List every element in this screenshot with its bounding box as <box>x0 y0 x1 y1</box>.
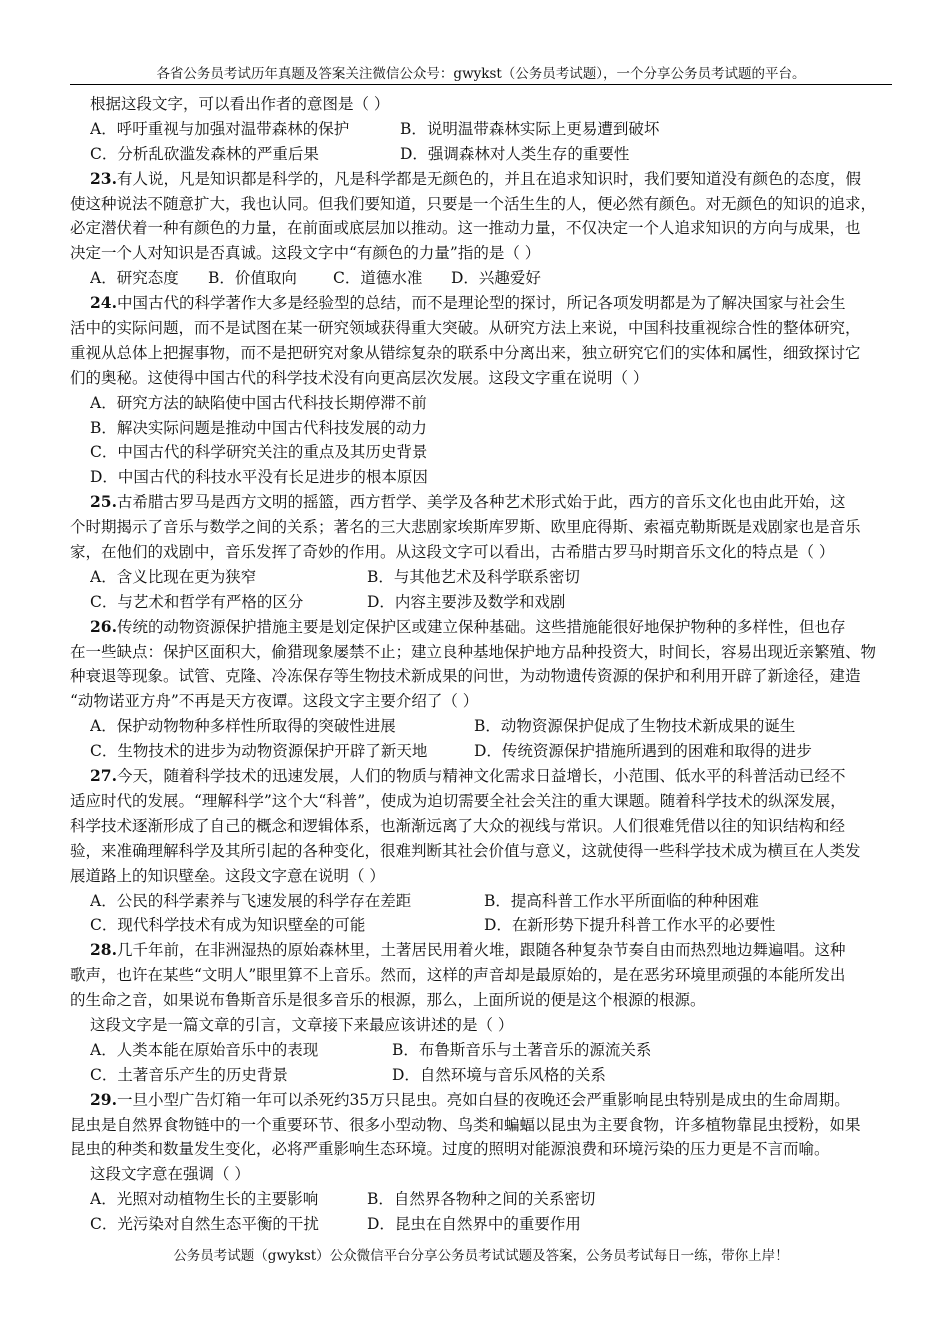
question-text-line: 昆虫是自然界食物链中的一个重要环节、很多小型动物、鸟类和蝙蝠以昆虫为主要食物，许多植物靠昆虫授粉，如果 <box>70 1115 861 1134</box>
option-c: C．分析乱砍滥发森林的严重后果 <box>90 144 319 163</box>
question-number: 26. <box>90 616 117 636</box>
question-29-options-row-1 <box>90 1187 910 1212</box>
question-number: 25. <box>90 492 117 512</box>
option-d: D．传统资源保护措施所遇到的困难和取得的进步 <box>474 742 812 761</box>
question-text-line: 科学技术逐渐形成了自己的概念和逻辑体系，也渐渐远离了大众的视线与常识。人们很难凭借以往的知识结构和经 <box>70 816 846 835</box>
question-text-line: 古希腊古罗马是西方文明的摇篮，西方哲学、美学及各种艺术形式始于此，西方的音乐文化也由此开始，这 <box>116 493 846 512</box>
option-a: A．含义比现在更为狭窄 <box>90 567 257 586</box>
header-rule <box>70 84 892 85</box>
option-b: B．价值取向 <box>208 269 297 288</box>
question-prompt: 这段文字意在强调（ ） <box>90 1165 250 1184</box>
option-d: D．中国古代的科技水平没有长足进步的根本原因 <box>90 468 428 487</box>
option-d: D．兴趣爱好 <box>451 269 541 288</box>
option-c: C．土著音乐产生的历史背景 <box>90 1065 288 1084</box>
option-a: A．光照对动植物生长的主要影响 <box>90 1190 319 1209</box>
question-25 <box>70 490 910 614</box>
question-text-line: 的生命之音，如果说布鲁斯音乐是很多音乐的根源，那么，上面所说的便是这个根源的根源。 <box>70 991 706 1010</box>
option-c: C．现代科学技术有成为知识壁垒的可能 <box>90 916 366 935</box>
question-23-options <box>90 266 910 291</box>
question-text-line: 今天，随着科学技术的迅速发展，人们的物质与精神文化需求日益增长，小范围、低水平的科普活动已经不 <box>116 767 846 786</box>
question-text-line: 决定一个人对知识是否真诚。这段文字中“有颜色的力量”指的是（ ） <box>70 244 541 263</box>
question-29-options-row-2 <box>90 1212 910 1237</box>
question-22 <box>90 92 910 167</box>
option-d: D．强调森林对人类生存的重要性 <box>400 144 630 163</box>
option-d: D．昆虫在自然界中的重要作用 <box>367 1215 581 1234</box>
option-b: B．动物资源保护促成了生物技术新成果的诞生 <box>474 717 796 736</box>
question-text-line: 使这种说法不随意扩大，我也认同。但我们要知道，只要是一个活生生的人，便必然有颜色。对无颜色的知识的追求， <box>70 194 877 213</box>
option-b: B．说明温带森林实际上更易遭到破坏 <box>400 119 660 138</box>
option-d: D．自然环境与音乐风格的关系 <box>392 1065 606 1084</box>
option-a: A．公民的科学素养与飞速发展的科学存在差距 <box>90 891 412 910</box>
question-text-line: “动物诺亚方舟”不再是天方夜谭。这段文字主要介绍了（ ） <box>70 692 479 711</box>
option-b: B．与其他艺术及科学联系密切 <box>367 567 580 586</box>
option-a: A．呼吁重视与加强对温带森林的保护 <box>90 119 350 138</box>
question-text-line: 必定潜伏着一种有颜色的力量，在前面或底层加以推动。这一推动力量，不仅决定一个人追求知识的方向与成果，也 <box>70 219 861 238</box>
question-28-options-row-2 <box>90 1063 910 1088</box>
question-27-options-row-2 <box>90 913 910 938</box>
question-23 <box>70 167 910 291</box>
question-26 <box>70 615 910 764</box>
question-text-line: 适应时代的发展。“理解科学”这个大“科普”，使成为迫切需要全社会关注的重大课题。随着科学技术的纵深发展， <box>70 791 846 810</box>
option-a: A．保护动物物种多样性所取得的突破性进展 <box>90 717 396 736</box>
question-25-options-row-1 <box>90 565 910 590</box>
question-text-line: 活中的实际问题，而不是试图在某一研究领域获得重大突破。从研究方法上来说，中国科技重视综合性的整体研究， <box>70 319 861 338</box>
question-number: 24. <box>90 293 117 313</box>
option-d: D．在新形势下提升科普工作水平的必要性 <box>484 916 776 935</box>
question-number: 23. <box>90 168 117 188</box>
question-number: 29. <box>90 1089 117 1109</box>
question-text-line: 展道路上的知识壁垒。这段文字意在说明（ ） <box>70 866 385 885</box>
question-text-line: 几千年前，在非洲湿热的原始森林里，土著居民用着火堆，跟随各种复杂节奏自由而热烈地边舞遍唱。这种 <box>116 941 846 960</box>
question-text-line: 昆虫的种类和数量发生变化，必将严重影响生态环境。过度的照明对能源浪费和环境污染的压力更是不言而喻。 <box>70 1140 830 1159</box>
question-28 <box>70 938 910 1087</box>
question-22-options-row-2 <box>90 142 910 167</box>
question-text-line: 一旦小型广告灯箱一年可以杀死约35万只昆虫。亮如白昼的夜晚还会严重影响昆虫特别是成虫的生命周期。 <box>116 1090 850 1109</box>
question-22-options-row-1 <box>90 117 910 142</box>
option-c: C．道德水准 <box>333 269 423 288</box>
page-header: 各省公务员考试历年真题及答案关注微信公众号：gwykst（公务员考试题），一个分享公务员考试题的平台。 <box>156 66 806 82</box>
page-footer: 公务员考试题（gwykst）公众微信平台分享公务员考试试题及答案，公务员考试每日一练，带你上岸！ <box>173 1248 789 1264</box>
option-b: B．自然界各物种之间的关系密切 <box>367 1190 596 1209</box>
question-24 <box>70 291 910 490</box>
question-number: 28. <box>90 940 117 960</box>
question-text-line: 在一些缺点：保护区面积大，偷猎现象屡禁不止；建立良种基地保护地方品种投资大，时间长，容易出现近亲繁殖、物 <box>70 642 877 661</box>
option-b: B．布鲁斯音乐与土著音乐的源流关系 <box>392 1040 652 1059</box>
question-text-line: 传统的动物资源保护措施主要是划定保护区或建立保种基础。这些措施能很好地保护物种的多样性，但也存 <box>116 617 846 636</box>
option-d: D．内容主要涉及数学和戏剧 <box>367 592 566 611</box>
question-26-options-row-1 <box>90 714 910 739</box>
question-text-line: 种衰退等现象。试管、克隆、冷冻保存等生物技术新成果的问世，为动物遗传资源的保护和利用开辟了新途径，建造 <box>70 667 861 686</box>
option-c: C．与艺术和哲学有严格的区分 <box>90 592 304 611</box>
option-a: A．研究方法的缺陷使中国古代科技长期停滞不前 <box>90 393 427 412</box>
option-c: C．中国古代的科学研究关注的重点及其历史背景 <box>90 443 428 462</box>
question-prompt: 这段文字是一篇文章的引言，文章接下来最应该讲述的是（ ） <box>90 1015 514 1034</box>
question-content <box>70 92 910 1237</box>
question-text-line: 个时期揭示了音乐与数学之间的关系；著名的三大悲剧家埃斯库罗斯、欧里庇得斯、索福克勒斯既是戏剧家也是音乐 <box>70 518 861 537</box>
question-text-line: 有人说，凡是知识都是科学的，凡是科学都是无颜色的，并且在追求知识时，我们要知道没有颜色的态度，假 <box>116 169 861 188</box>
option-b: B．解决实际问题是推动中国古代科技发展的动力 <box>90 418 427 437</box>
question-28-options-row-1 <box>90 1038 910 1063</box>
question-text-line: 歌声，也许在某些“文明人”眼里算不上音乐。然而，这样的声音却是最原始的，是在恶劣环境里顽强的本能所发出 <box>70 966 846 985</box>
question-27-options-row-1 <box>90 889 910 914</box>
question-22-stem: 根据这段文字，可以看出作者的意图是（ ） <box>90 95 390 113</box>
question-text-line: 验，来准确理解科学及其所引起的各种变化，很难判断其社会价值与意义，这就使得一些科学技术成为横亘在人类发 <box>70 841 861 860</box>
question-29 <box>70 1088 910 1237</box>
question-text-line: 家，在他们的戏剧中，音乐发挥了奇妙的作用。从这段文字可以看出，古希腊古罗马时期音乐文化的特点是（ ） <box>70 543 835 562</box>
option-c: C．生物技术的进步为动物资源保护开辟了新天地 <box>90 742 428 761</box>
question-number: 27. <box>90 766 117 786</box>
question-text-line: 中国古代的科学著作大多是经验型的总结，而不是理论型的探讨，所记各项发明都是为了解决国家与社会生 <box>116 294 846 313</box>
question-27 <box>70 764 910 938</box>
option-c: C．光污染对自然生态平衡的干扰 <box>90 1215 319 1234</box>
option-a: A．人类本能在原始音乐中的表现 <box>90 1040 319 1059</box>
question-25-options-row-2 <box>90 590 910 615</box>
question-26-options-row-2 <box>90 739 910 764</box>
option-a: A．研究态度 <box>90 269 179 288</box>
question-text-line: 们的奥秘。这使得中国古代的科学技术没有向更高层次发展。这段文字重在说明（ ） <box>70 368 649 387</box>
question-text-line: 重视从总体上把握事物，而不是把研究对象从错综复杂的联系中分离出来，独立研究它们的实体和属性，细致探讨它 <box>70 343 861 362</box>
option-b: B．提高科普工作水平所面临的种种困难 <box>484 891 759 910</box>
